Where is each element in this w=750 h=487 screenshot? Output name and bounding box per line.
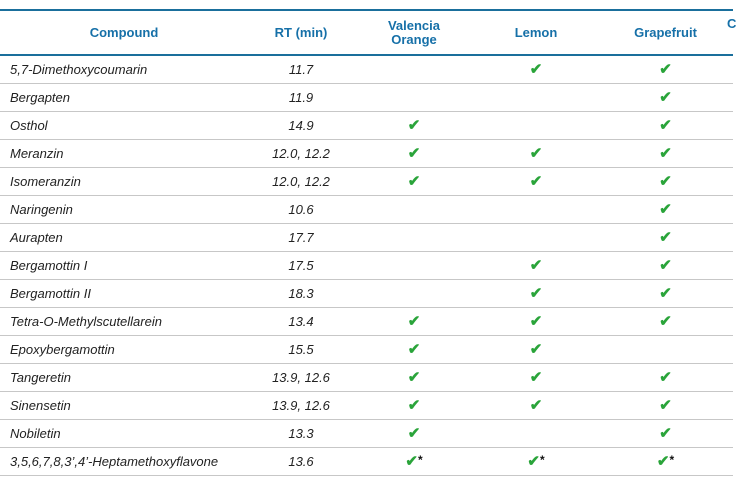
cut-off-header-fragment: C [727,16,737,31]
valencia-cell [354,391,474,419]
footnote-asterisk: * [417,453,423,467]
retention-time: 11.9 [288,89,314,105]
check-icon: ✔ [527,453,540,470]
compound-name: Bergamottin II [10,285,91,301]
header-compound: Compound [89,24,159,40]
valencia-cell [354,307,474,335]
table-row [0,419,733,447]
retention-time: 13.9, 12.6 [272,369,330,385]
retention-time: 13.9, 12.6 [272,397,330,413]
grapefruit-cell [598,447,733,475]
lemon-cell [474,251,598,279]
check-icon: ✔ [659,173,672,190]
check-icon: ✔ [529,285,543,302]
retention-time: 10.6 [288,201,314,217]
grapefruit-cell [598,195,733,223]
compound-name: Osthol [10,117,48,133]
compound-table-container [0,9,750,476]
footnote-asterisk: * [669,453,675,467]
table-row [0,251,733,279]
lemon-cell [474,223,598,251]
table-row [0,111,733,139]
compound-name: 3,5,6,7,8,3’,4’-Heptamethoxyflavone [10,453,219,469]
valencia-cell [354,167,474,195]
check-icon: ✔ [656,453,670,470]
grapefruit-cell [598,167,733,195]
retention-time: 13.3 [288,425,314,441]
valencia-cell [354,223,474,251]
compound-name: Aurapten [10,229,63,245]
header-valencia-orange: Valencia Orange [387,17,441,47]
lemon-cell [474,195,598,223]
table-row [0,447,733,475]
header-rt: RT (min) [274,24,328,40]
grapefruit-cell [598,419,733,447]
table-row [0,307,733,335]
check-icon: ✔ [407,397,421,414]
valencia-cell [354,83,474,111]
lemon-cell [474,111,598,139]
valencia-cell [354,195,474,223]
grapefruit-cell [598,391,733,419]
table-row [0,167,733,195]
check-icon: ✔ [659,89,672,106]
grapefruit-cell [598,335,733,363]
compound-name: Tetra-O-Methylscutellarein [10,313,162,329]
check-icon: ✔ [659,61,672,79]
table-row [0,223,733,251]
valencia-cell [354,279,474,307]
check-icon: ✔ [529,257,543,274]
retention-time: 17.5 [288,257,314,273]
check-icon: ✔ [529,313,543,330]
check-icon: ✔ [659,397,672,414]
check-icon: ✔ [405,453,418,470]
lemon-cell [474,335,598,363]
grapefruit-cell [598,139,733,167]
check-icon: ✔ [407,173,421,190]
table-row [0,335,733,363]
grapefruit-cell [598,307,733,335]
table-row [0,83,733,111]
grapefruit-cell [598,55,733,83]
lemon-cell [474,363,598,391]
valencia-cell [354,419,474,447]
table-row [0,391,733,419]
check-icon: ✔ [659,313,672,330]
check-icon: ✔ [529,341,543,358]
lemon-cell [474,55,598,83]
compound-name: 5,7-Dimethoxycoumarin [10,61,148,77]
compound-name: Isomeranzin [10,173,81,189]
check-icon: ✔ [407,117,421,134]
check-icon: ✔ [529,173,543,190]
check-icon: ✔ [407,313,421,330]
table-row [0,363,733,391]
check-icon: ✔ [529,61,543,79]
grapefruit-cell [598,279,733,307]
valencia-cell [354,363,474,391]
check-icon: ✔ [407,145,421,162]
lemon-cell [474,307,598,335]
lemon-cell [474,391,598,419]
table-row [0,279,733,307]
header-row [0,10,733,55]
compound-name: Naringenin [10,201,73,217]
compound-name: Bergapten [10,89,70,105]
compound-table [0,9,737,476]
lemon-cell [474,447,598,475]
lemon-cell [474,419,598,447]
check-icon: ✔ [659,201,672,218]
check-icon: ✔ [659,229,672,246]
retention-time: 18.3 [288,285,314,301]
retention-time: 11.7 [288,61,314,77]
check-icon: ✔ [529,369,543,386]
grapefruit-cell [598,111,733,139]
check-icon: ✔ [407,425,421,442]
check-icon: ✔ [659,145,672,162]
table-header [0,10,737,55]
table-body [0,55,733,475]
check-icon: ✔ [407,341,421,358]
check-icon: ✔ [529,145,543,162]
retention-time: 13.4 [288,313,314,329]
check-icon: ✔ [659,425,672,442]
retention-time: 12.0, 12.2 [272,145,330,161]
grapefruit-cell [598,363,733,391]
retention-time: 15.5 [288,341,314,357]
table-row [0,55,733,83]
valencia-cell [354,139,474,167]
check-icon: ✔ [407,369,421,386]
table-row [0,195,733,223]
lemon-cell [474,279,598,307]
valencia-cell [354,447,474,475]
check-icon: ✔ [659,117,672,134]
grapefruit-cell [598,223,733,251]
lemon-cell [474,167,598,195]
retention-time: 12.0, 12.2 [272,173,330,189]
check-icon: ✔ [659,285,672,302]
grapefruit-cell [598,83,733,111]
retention-time: 17.7 [288,229,314,245]
check-icon: ✔ [529,397,543,414]
header-lemon: Lemon [514,24,558,40]
compound-name: Bergamottin I [10,257,88,273]
compound-name: Tangeretin [10,369,71,385]
compound-name: Meranzin [10,145,64,161]
compound-name: Sinensetin [10,397,71,413]
valencia-cell [354,335,474,363]
grapefruit-cell [598,251,733,279]
check-icon: ✔ [659,257,672,274]
valencia-cell [354,55,474,83]
retention-time: 14.9 [288,117,314,133]
lemon-cell [474,83,598,111]
valencia-cell [354,111,474,139]
lemon-cell [474,139,598,167]
table-row [0,139,733,167]
compound-name: Epoxybergamottin [10,341,115,357]
compound-name: Nobiletin [10,425,61,441]
check-icon: ✔ [659,369,672,386]
footnote-asterisk: * [539,453,545,467]
retention-time: 13.6 [288,453,314,469]
header-grapefruit: Grapefruit [634,24,697,40]
valencia-cell [354,251,474,279]
